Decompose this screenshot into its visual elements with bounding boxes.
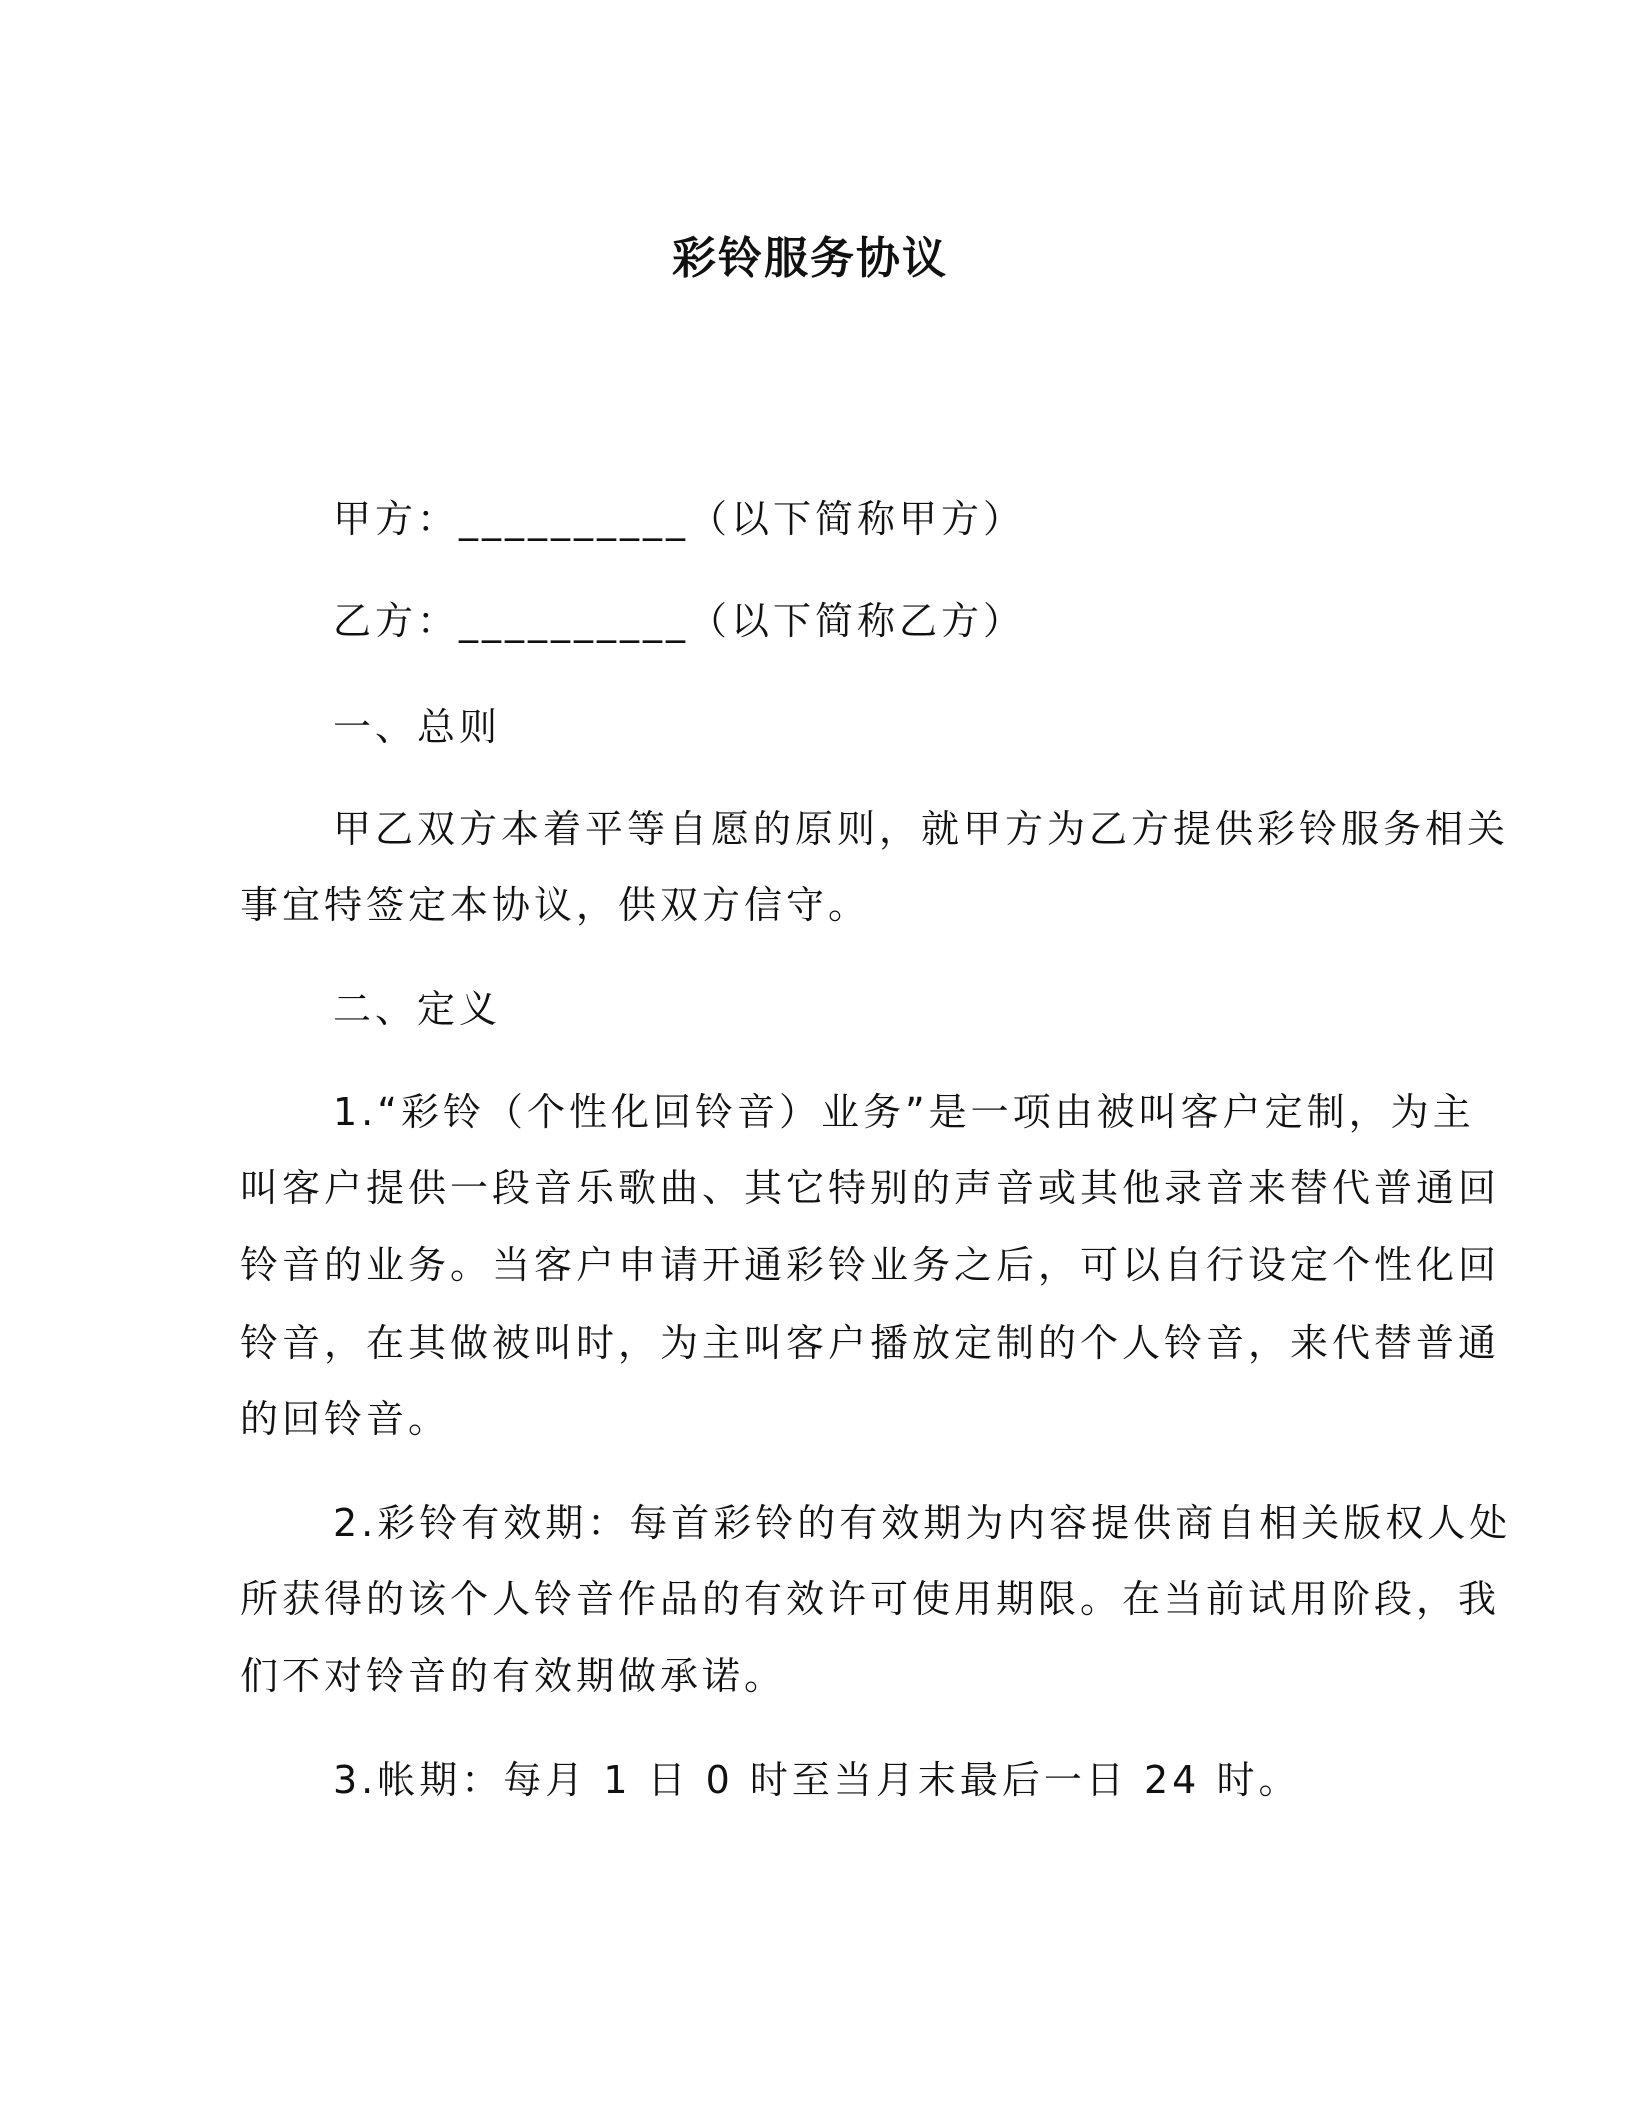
section-heading-definitions: 二、定义 (333, 987, 502, 1031)
section-heading-general: 一、总则 (333, 705, 502, 749)
paragraph-line: 3.帐期：每月 1 日 0 时至当月末最后一日 24 时。 (333, 1758, 1301, 1802)
document-title: 彩铃服务协议 (672, 233, 948, 284)
party-b-line: 乙方：__________（以下简称乙方） (333, 599, 1026, 643)
paragraph-line: 所获得的该个人铃音作品的有效许可使用期限。在当前试用阶段，我 (240, 1577, 1501, 1621)
party-a-line: 甲方：__________（以下简称甲方） (333, 497, 1026, 541)
paragraph-line: 2.彩铃有效期：每首彩铃的有效期为内容提供商自相关版权人处 (333, 1501, 1512, 1545)
paragraph-line: 1.“彩铃（个性化回铃音）业务”是一项由被叫客户定制，为主 (333, 1090, 1475, 1134)
paragraph-line: 事宜特签定本协议，供双方信守。 (240, 883, 871, 927)
paragraph-line: 叫客户提供一段音乐歌曲、其它特别的声音或其他录音来替代普通回 (240, 1166, 1501, 1210)
paragraph-line: 铃音的业务。当客户申请开通彩铃业务之后，可以自行设定个性化回 (240, 1243, 1501, 1287)
paragraph-line: 的回铃音。 (240, 1397, 451, 1441)
paragraph-line: 甲乙双方本着平等自愿的原则，就甲方为乙方提供彩铃服务相关 (333, 807, 1510, 851)
paragraph-line: 铃音，在其做被叫时，为主叫客户播放定制的个人铃音，来代替普通 (240, 1321, 1501, 1365)
paragraph-line: 们不对铃音的有效期做承诺。 (240, 1654, 787, 1698)
